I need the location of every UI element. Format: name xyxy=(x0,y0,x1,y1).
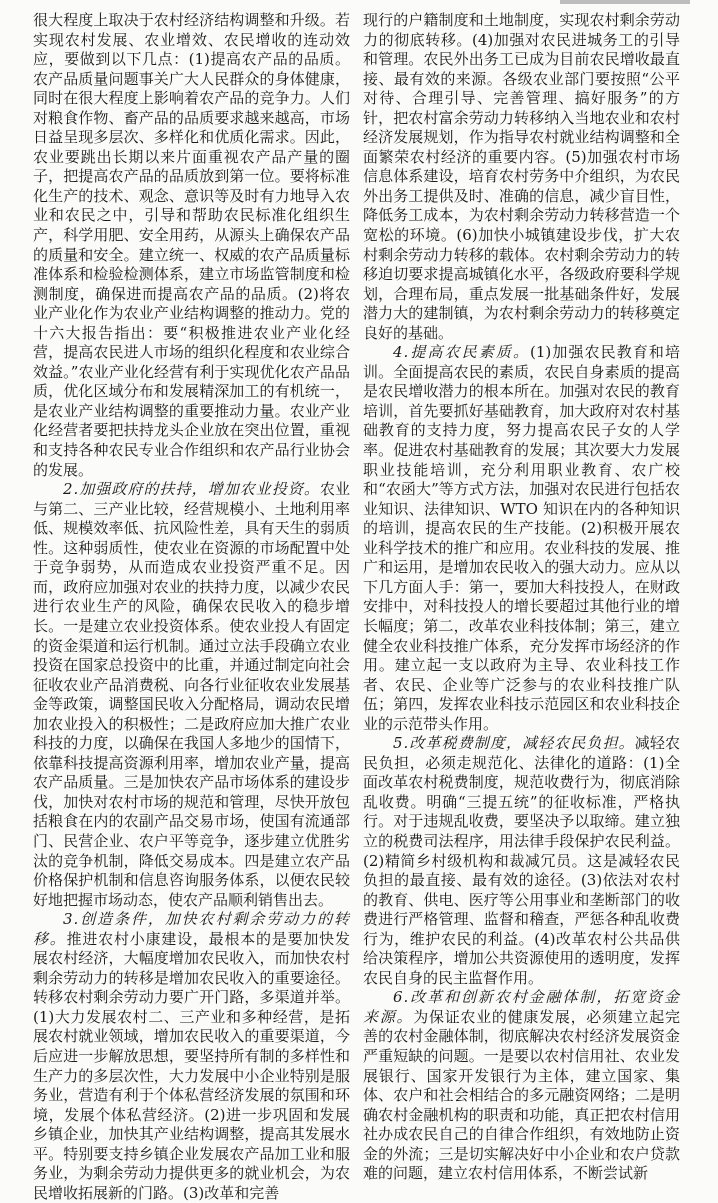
section-3-heading: 3.创造条件，加快农村剩余劳动力的转移。 xyxy=(33,910,350,948)
section-3-body: 推进农村小康建设，最根本的是要加快发展农村经济，大幅度增加农民收入，而加快农村剩余劳动力的转移是增加农民收入的重要途径。转移农村剩余劳动力要广开门路，多渠道并举。(1)大力发展农村二、三产业和多种经营，是拓展农村就业领域，增加农民收入的重要渠道，今后应进一步解放思想，要坚持所有制的多样性和生产力的多层次性，大力发展中小企业特别是服务业，营造有利于个体私营经济发展的氛围和环境，发展个体私营经济。(2)进一步巩固和发展乡镇企业，加快其产业结构调整，提高其发展水平。特别要支持乡镇企业发展农产品加工业和服务业，为剩余劳动力提供更多的就业机会，为农民增收拓展新的门路。(3)改革和完善 xyxy=(33,929,350,1202)
section-5 xyxy=(363,734,680,988)
section-6-heading: 6.改革和创新农村金融体制，拓宽资金来源。 xyxy=(363,988,680,1026)
page-header-strip xyxy=(560,0,690,4)
section-4 xyxy=(363,343,680,734)
section-6 xyxy=(363,988,680,1183)
section-2 xyxy=(33,480,350,910)
paragraph-continuation: 很大程度上取决于农村经济结构调整和升级。若实现农村发展、农业增效、农民增收的连动效应，要做到以下几点：(1)提高农产品的品质。农产品质量问题事关广大人民群众的身体健康，同时在很大程度上影响着农产品的竞争力。人们对粮食作物、畜产品的品质要求越来越高，市场日益呈现多层次、多样化和优质化需求。因此，农业要跳出长期以来片面重视农产品产量的圈子，把提高农产品的品质放到第一位。要将标准化生产的技术、观念、意识等及时有力地导入农业和农民之中，引导和帮助农民标准化组织生产，科学用肥、安全用药，从源头上确保农产品的质量和安全。建立统一、权威的农产品质量标准体系和检验检测体系，建立市场监管制度和检测制度，确保进而提高农产品的品质。(2)将农业产业化作为农业产业结构调整的推动力。党的十六大报告指出：要“积极推进农业产业化经营，提高农民进人市场的组织化程度和农业综合效益。”农业产业化经营有利于实现优化农产品品质，优化区域分布和发展精深加工的有机统一，是农业产业结构调整的重要推动力量。农业产业化经营者要把扶持龙头企业放在突出位置，重视和支持各种农民专业合作组织和农产品行业协会的发展。 xyxy=(33,11,350,479)
section-5-body: 减轻农民负担，必须走规范化、法律化的道路：(1)全面改革农村税费制度，规范收费行为，彻底消除乱收费。明确“三提五统”的征收标准，严格执行。对于违规乱收费，要坚决予以取缔。建立独立的税费司法程序，用法律手段保护农民利益。(2)精简乡村级机构和裁减冗员。这是减轻农民负担的最直接、最有效的途径。(3)依法对农村的教育、供电、医疗等公用事业和垄断部门的收费进行严格管理、监督和稽查，严惩各种乱收费行为，维护农民的利益。(4)改革农村公共品供给决策程序，增加公共资源使用的透明度，发挥农民自身的民主监督作用。 xyxy=(363,734,680,987)
section-3 xyxy=(33,910,350,1203)
section-4-body: (1)加强农民教育和培训。全面提高农民的素质，农民自身素质的提高是农民增收潜力的根本所在。加强对农民的教育培训，首先要抓好基础教育，加大政府对农村基础教育的支持力度，努力提高农民子女的人学率。促进农村基础教育的发展；其次要大力发展职业技能培训，充分利用职业教育、农广校和“农函大”等方式方法，加强对农民进行包括农业知识、法律知识、WTO 知识在内的各种知识的培训，提高农民的生产技能。(2)积极开展农业科学技术的推广和应用。农业科技的发展、推广和运用，是增加农民收入的强大动力。应从以下几方面人手：第一，要加大科技投人，在财政安排中，对科技投人的增长要超过其他行业的增长幅度；第二，改革农业科技体制；第三，建立健全农业科技推广体系，充分发挥市场经济的作用。建立起一支以政府为主导、农业科技工作者、农民、企业等广泛参与的农业科技推广队伍；第四，发挥农业科技示范园区和农业科技企业的示范带头作用。 xyxy=(363,343,680,733)
section-2-body: 农业与第二、三产业比较，经营规模小、土地利用率低、规模效率低、抗风险性差，具有天生的弱质性。这种弱质性，使农业在资源的市场配置中处于竞争弱势，从而造成农业投资严重不足。因而，政府应加强对农业的扶持力度，以减少农民进行农业生产的风险，确保农民收入的稳步增长。一是建立农业投资体系。使农业投人有固定的资金渠道和运行机制。通过立法手段确立农业投资在国家总投资中的比重，并通过制定向社会征收农业产品消费税、向各行业征收农业发展基金等政策，调整国民收入分配格局，调动农民增加农业投入的积极性；二是政府应加大推广农业科技的力度，以确保在我国人多地少的国情下，依靠科技提高资源利用率，增加农业产量，提高农产品质量。三是加快农产品市场体系的建设步伐，加快对农村市场的规范和管理，尽快开放包括粮食在内的农副产品交易市场，使国有流通部门、民营企业、农户平等竞争，逐步建立优胜劣汰的竞争机制，降低交易成本。四是建立农产品价格保护机制和信息咨询服务体系，以便农民较好地把握市场动态，使农产品顺利销售出去。 xyxy=(33,480,350,909)
paragraph-continuation: 现行的户籍制度和土地制度，实现农村剩余劳动力的彻底转移。(4)加强对农民进城务工的引导和管理。农民外出务工已成为目前农民增收最直接、最有效的来源。各级农业部门要按照“公平对待、合理引导、完善管理、搞好服务”的方针，把农村富余劳动力转移纳入当地农业和农村经济发展规划，作为指导农村就业结构调整和全面繁荣农村经济的重要内容。(5)加强农村市场信息体系建设，培育农村劳务中介组织，为农民外出务工提供及时、准确的信息，减少盲目性，降低务工成本，为农村剩余劳动力转移营造一个宽松的环境。(6)加快小城镇建设步伐，扩大农村剩余劳动力转移的载体。农村剩余劳动力的转移迫切要求提高城镇化水平，各级政府要科学规划，合理布局，重点发展一批基础条件好，发展潜力大的建制镇，为农村剩余劳动力的转移奠定良好的基础。 xyxy=(363,11,680,342)
left-column xyxy=(33,11,350,1203)
section-5-heading: 5.改革税费制度，减轻农民负担。 xyxy=(393,734,635,753)
section-6-body: 为保证农业的健康发展，必须建立起完善的农村金融体制，彻底解决农村经济发展资金严重短缺的问题。一是要以农村信用社、农业发展银行、国家开发银行为主体，建立国家、集体、农户和社会相结合的多元融资网络；二是明确农村金融机构的职责和功能，真正把农村信用社办成农民自己的自律合作组织，有效地防止资金的外流；三是切实解决好中小企业和农户贷款难的问题，建立农村信用体系，不断尝试新 xyxy=(363,1007,680,1183)
section-4-heading: 4.提高农民素质。 xyxy=(393,343,531,362)
right-column xyxy=(363,11,680,1184)
section-2-heading: 2.加强政府的扶持，增加农业投资。 xyxy=(63,480,320,499)
